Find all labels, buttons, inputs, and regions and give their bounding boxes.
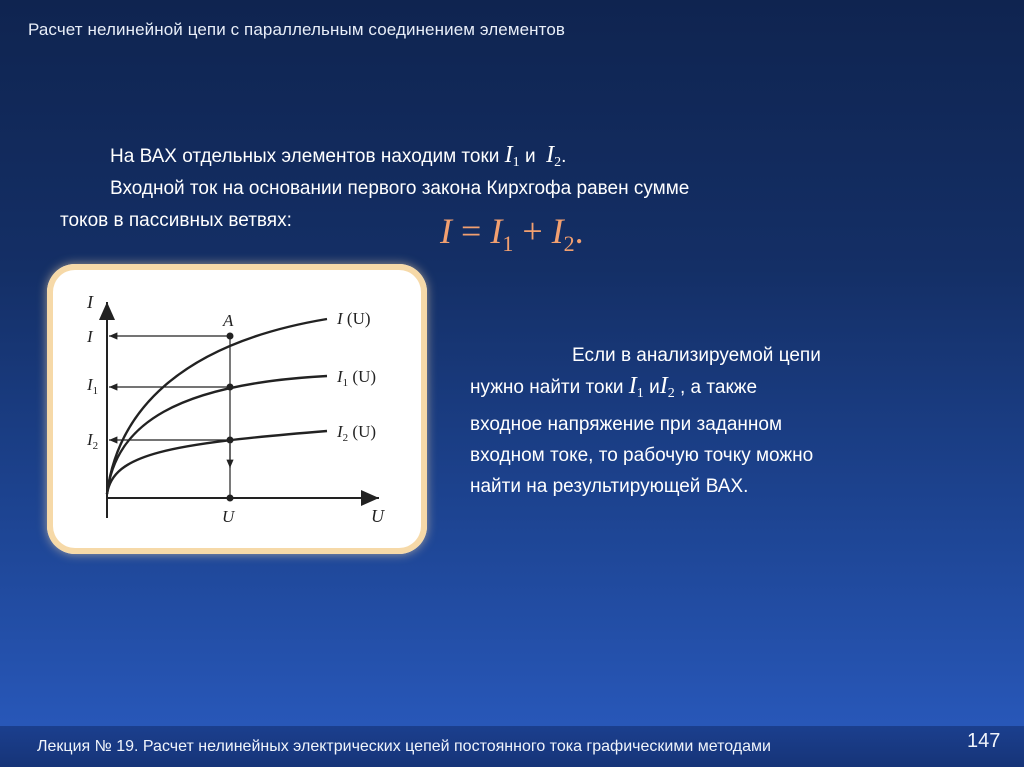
intro-and: и <box>524 146 536 167</box>
kirchhoff-formula: $I = I_1 + I_2$. <box>440 211 584 256</box>
symbol-i2: $I_2$ <box>546 142 562 170</box>
y-mark-i2: $I_2$ <box>87 430 99 452</box>
point-a <box>227 333 234 340</box>
curve-i1-label: $I_1$ (U) <box>337 367 377 389</box>
point-a-label: A <box>223 311 234 330</box>
y-mark-i1: $I_1$ <box>87 375 99 397</box>
right-line-5: найти на результирующей ВАХ. <box>470 476 749 497</box>
intro-line-2: Входной ток на основании первого закона Кирхгофа равен сумме <box>110 178 690 199</box>
curve-i2-label: $I_2$ (U) <box>337 422 377 444</box>
symbol-i2-right: $I_2$ <box>659 373 675 401</box>
symbol-i1: $I_1$ <box>504 142 520 170</box>
vax-diagram <box>47 264 427 554</box>
footer-bar <box>0 726 1024 767</box>
symbol-i1-right: $I_1$ <box>628 373 644 401</box>
explanation-text <box>470 340 960 502</box>
page-number: 147 <box>967 730 1001 752</box>
y-axis-label: I <box>87 292 93 312</box>
footer-lecture-title: Лекция № 19. Расчет нелинейных электрических цепей постоянного тока графическими методами <box>37 738 771 755</box>
point-u <box>227 495 234 502</box>
slide-title: Расчет нелинейной цепи с параллельным соединением элементов <box>28 20 566 39</box>
x-mark-u: U <box>222 507 235 526</box>
right-line-1: Если в анализируемой цепи <box>572 345 821 366</box>
x-axis-label: U <box>371 506 384 526</box>
intro-line-1-text: На ВАХ отдельных элементов находим токи <box>110 146 500 167</box>
curve-i <box>107 319 327 494</box>
vax-svg <box>47 264 427 554</box>
curve-i-label: I (U) <box>337 309 371 328</box>
intro-line-1: На ВАХ отдельных элементов находим токи $I_1$ и $I_2$. <box>110 142 567 170</box>
right-line-4: входном токе, то рабочую точку можно <box>470 445 814 466</box>
right-line-3: входное напряжение при заданном <box>470 414 783 435</box>
right-line-2: нужно найти токи $I_1$ $иI_2$ , а также <box>470 373 758 401</box>
intro-line-3: токов в пассивных ветвях: <box>60 210 292 231</box>
point-i1 <box>227 384 234 391</box>
curve-i1 <box>107 376 327 494</box>
point-i2 <box>227 437 234 444</box>
y-mark-i: I <box>87 327 93 346</box>
